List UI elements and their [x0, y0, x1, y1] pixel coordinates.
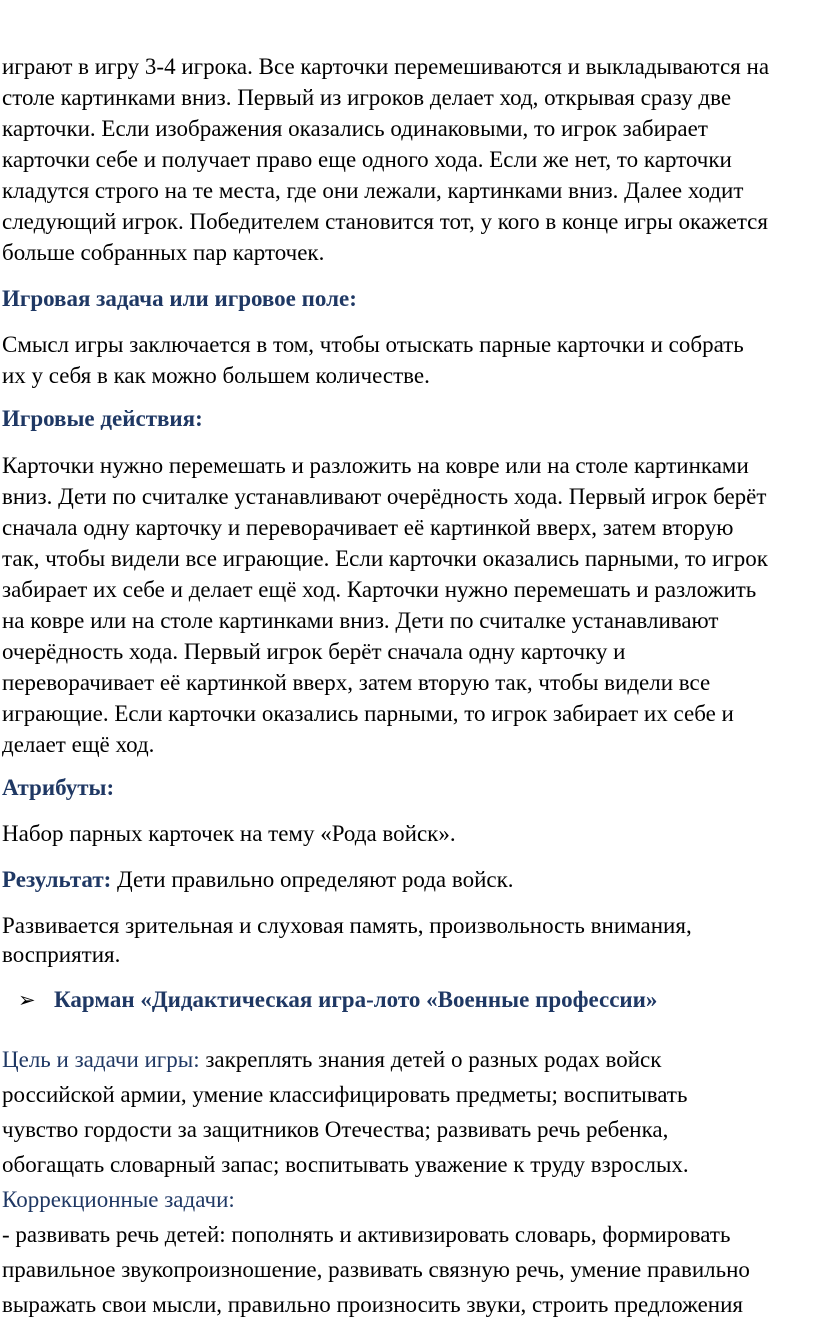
actions-line: переворачивает её картинкой вверх, затем вторую так, чтобы видели все: [2, 670, 711, 695]
task-line: Смысл игры заключается в том, чтобы отыскать парные карточки и собрать: [2, 332, 744, 357]
result-line: [2, 865, 514, 895]
result-heading: Результат:: [2, 867, 112, 892]
actions-line: так, чтобы видели все играющие. Если карточки оказались парными, то игрок: [2, 546, 768, 571]
intro-line: столе картинками вниз. Первый из игроков делает ход, открывая сразу две: [2, 85, 732, 110]
intro-line: карточки. Если изображения оказались одинаковыми, то игрок забирает: [2, 116, 708, 141]
actions-line: на ковре или на столе картинками вниз. Дети по считалке устанавливают: [2, 608, 719, 633]
actions-heading: Игровые действия:: [2, 406, 203, 431]
actions-line: забирает их себе и делает ещё ход. Карточки нужно перемешать и разложить: [2, 577, 757, 602]
pocket-title-text: Карман «Дидактическая игра-лото «Военные профессии»: [54, 987, 658, 1012]
pocket-title: [18, 985, 658, 1015]
development-line: восприятия.: [2, 942, 121, 967]
task-line: их у себя в как можно большем количестве.: [2, 363, 430, 388]
attributes-heading: Атрибуты:: [2, 775, 115, 800]
actions-line: делает ещё ход.: [2, 732, 155, 757]
development-line: Развивается зрительная и слуховая память, произвольность внимания,: [2, 913, 692, 938]
actions-line: сначала одну карточку и переворачивает её картинкой вверх, затем вторую: [2, 515, 734, 540]
goals-label: Цель и задачи игры:: [2, 1047, 200, 1072]
actions-line: вниз. Дети по считалке устанавливают очерёдность хода. Первый игрок берёт: [2, 484, 767, 509]
goals-line: обогащать словарный запас; воспитывать уважение к труду взрослых.: [2, 1152, 689, 1177]
correction-line: - развивать речь детей: пополнять и активизировать словарь, формировать: [2, 1222, 731, 1247]
actions-line: играющие. Если карточки оказались парными, то игрок забирает их себе и: [2, 701, 734, 726]
result-text: Дети правильно определяют рода войск.: [111, 867, 514, 892]
actions-line: Карточки нужно перемешать и разложить на ковре или на столе картинками: [2, 453, 749, 478]
correction-line: правильное звукопроизношение, развивать связную речь, умение правильно: [2, 1257, 750, 1282]
goals-line: чувство гордости за защитников Отечества; развивать речь ребенка,: [2, 1117, 669, 1142]
goals-line: [2, 1045, 661, 1075]
intro-line: больше собранных пар карточек.: [2, 240, 325, 265]
task-heading: Игровая задача или игровое поле:: [2, 286, 357, 311]
correction-line: выражать свои мысли, правильно произносить звуки, строить предложения: [2, 1292, 743, 1317]
actions-line: очерёдность хода. Первый игрок берёт сначала одну карточку и: [2, 639, 626, 664]
intro-line: следующий игрок. Победителем становится тот, у кого в конце игры окажется: [2, 209, 768, 234]
attributes-line: Набор парных карточек на тему «Рода войск».: [2, 821, 456, 846]
goals-text: закреплять знания детей о разных родах войск: [199, 1047, 662, 1072]
intro-line: кладутся строго на те места, где они лежали, картинками вниз. Далее ходит: [2, 178, 744, 203]
goals-line: российской армии, умение классифицировать предметы; воспитывать: [2, 1082, 688, 1107]
intro-line: карточки себе и получает право еще одного хода. Если же нет, то карточки: [2, 147, 732, 172]
correction-label: Коррекционные задачи:: [2, 1187, 235, 1212]
arrow-bullet-icon: ➢: [18, 988, 36, 1012]
intro-line: играют в игру 3-4 игрока. Все карточки перемешиваются и выкладываются на: [2, 54, 770, 79]
